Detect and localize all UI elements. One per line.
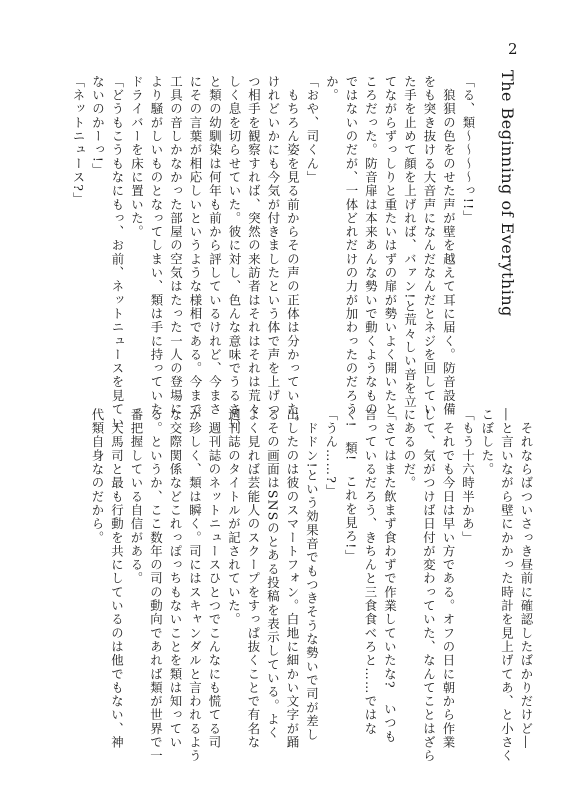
text-line: 「る、類～～～～っ!!」: [461, 75, 476, 224]
chapter-title: The Beginning of Everything: [498, 70, 517, 317]
text-line: 出したのは彼のスマートフォン。白地に細かい文字が踊: [285, 408, 300, 750]
text-line: 代類自身なのだから。: [90, 408, 105, 545]
text-line: ないのかーっ!」: [90, 75, 106, 177]
text-line: 「もう十六時半かあ」: [460, 408, 476, 545]
text-line: 天馬司と最も行動を共にしているのは他でもない、神: [109, 408, 125, 750]
text-line: にあるのだ。: [402, 408, 417, 490]
text-line: る。というか、ここ数年の司の動向であれば類が世界で一: [148, 408, 164, 763]
text-line: 「ネットニュース?」: [71, 75, 86, 206]
text-line: 狼狽の色をのせた声が壁を越えて耳に届く。防音設備: [441, 75, 457, 417]
text-line: けれどいかにも今気が付きましたという体で声を上げつ: [266, 75, 281, 417]
body-text-lower: [90, 408, 536, 763]
text-line: てながらずっしりと重たいはずの扉が勢いよく開いたと: [383, 75, 398, 417]
text-line: こぼした。: [480, 408, 495, 477]
text-line: をも突き抜ける大音声になんだなんだとネジを回してい: [422, 75, 437, 417]
body-text-upper: [71, 75, 478, 430]
text-line: な交際関係などこれっぽっちもないことを類は知ってい: [168, 408, 183, 750]
text-line: た手を止めて顔を上げれば、バァン!と荒々しい音を立: [402, 75, 418, 409]
text-line: か。: [324, 75, 340, 103]
text-line: 週刊誌のネットニュースひとつでこんなにも慌てる司: [207, 408, 222, 750]
text-line: ドドン!という効果音でもつきそうな勢いで司が差し: [304, 408, 320, 742]
text-line: 番把握している自信がある。: [129, 408, 144, 586]
text-line: が珍しく、類は瞬く。司にはスキャンダルと言われるよう: [187, 408, 203, 763]
text-line: より騒がしいものとなってしまい、類は手に持っていた: [149, 75, 164, 417]
text-line: つ相手を観察すれば、突然の来訪者はそれはそれは荒々: [246, 75, 262, 417]
text-line: にその言葉が相応しいというような様相である。今まで: [188, 75, 203, 417]
text-line: 「どうもこうもなにもっ、お前、ネットニュースを見てい: [110, 75, 125, 430]
text-line: く! 類! これを見ろ!」: [343, 408, 359, 564]
text-line: 週刊誌のタイトルが記されていた。: [226, 408, 242, 627]
text-line: るその画面はSNSのとある投稿を表示している。よく: [265, 408, 281, 740]
text-line: それでも今日は早い方である。オフの日に朝から作業: [441, 408, 456, 750]
text-line: ではないのだが、一体どれだけの力が加わったのだろう: [344, 75, 359, 417]
text-line: 言っているだろう、きちんと三食食べろと……ではな: [363, 408, 378, 736]
text-line: 「さてはまた飲まず食わずで作業していたな? いつも: [382, 408, 398, 744]
text-line: と類の幼馴染は何年も前から評しているけれど、今まさ: [207, 75, 223, 417]
text-line: ころだった。防音扉は本来あんな勢いで動くようなもの: [363, 75, 379, 417]
text-line: 工具の音しかなかった部屋の空気はたった一人の登場に: [168, 75, 184, 417]
text-line: 「おや、司くん」: [305, 75, 320, 185]
text-line: ドライバーを床に置いた。: [129, 75, 145, 239]
text-line: よく見れば芸能人のスクープをすっぱ抜くことで有名な: [246, 408, 261, 750]
text-line: ―と言いながら壁にかかった時計を見上げてあ、と小さく: [499, 408, 515, 763]
page-number: 2: [508, 40, 518, 58]
text-line: しく息を切らせていた。彼に対し、色んな意味でうるさい: [227, 75, 242, 430]
text-line: して、気がつけば日付が変わっていた、なんてことはざら: [421, 408, 437, 763]
text-line: それならばついさっき昼前に確認したばかりだけど―: [519, 408, 534, 750]
text-line: もちろん姿を見る前からその声の正体は分かっていた。: [285, 75, 301, 430]
text-line: 「うん……?」: [324, 408, 339, 498]
